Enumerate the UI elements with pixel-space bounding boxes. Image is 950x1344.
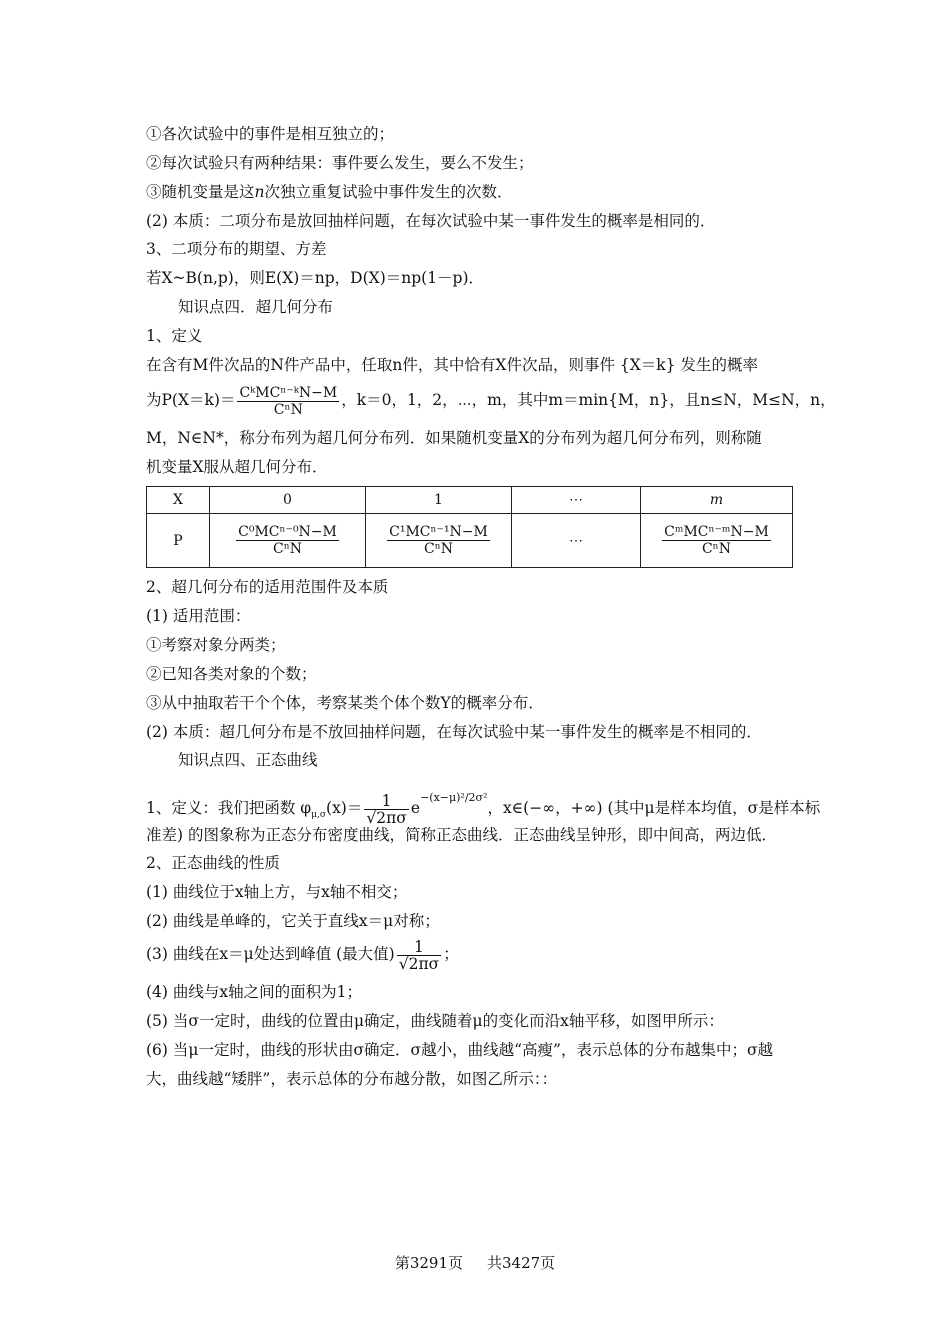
text-line: ①考察对象分两类； — [146, 636, 286, 654]
text-line: ①各次试验中的事件是相互独立的； — [146, 125, 395, 143]
text-line: 机变量X服从超几何分布． — [146, 458, 328, 476]
text-line: 若X~B(n,p)，则E(X)＝np，D(X)＝np(1－p)． — [146, 269, 485, 287]
table-cell: $\frac{\text{CᵐMCⁿ⁻ᵐN−M}}{\text{CⁿN}}$ — [641, 514, 793, 568]
text-line: 在含有M件次品的N件产品中，任取n件，其中恰有X件次品，则事件 {X＝k} 发生的概率 — [146, 356, 758, 374]
text-line: (2) 本质：二项分布是放回抽样问题，在每次试验中某一事件发生的概率是相同的． — [146, 212, 716, 230]
page-total: 共3427页 — [487, 1254, 556, 1272]
table-cell: P — [147, 514, 210, 568]
text-line: (5) 当σ一定时，曲线的位置由μ确定，曲线随着μ的变化而沿x轴平移，如图甲所示： — [146, 1012, 724, 1030]
text-line: (4) 曲线与x轴之间的面积为1； — [146, 983, 362, 1001]
table-cell: X — [147, 487, 210, 514]
text-line: (2) 曲线是单峰的，它关于直线x＝μ对称； — [146, 912, 440, 930]
text-line: 1、定义：我们把函数 $\varphi_{\mu,\sigma}(x)=$ $\frac{1}{√2\pi\sigma}$ $e^{-(x-\mu)^2/2\sigma^2}$，x∈(−∞，+∞) (其中μ是样本均值，σ是样本标 — [146, 791, 821, 827]
normal-density-fraction: $\frac{1}{√2\pi\sigma}$ — [366, 791, 407, 827]
text-line: 大，曲线越“矮胖”，表示总体的分布越分散，如图乙所示：： — [146, 1070, 558, 1088]
hypergeometric-formula: $\frac{\text{CᵏMCⁿ⁻ᵏN−M}}{\text{CⁿN}}$ — [239, 384, 338, 418]
table-cell: 1 — [366, 487, 512, 514]
text-line: (3) 曲线在x＝μ处达到峰值 (最大值) $\frac{1}{√2\pi\sigma}$ ； — [146, 937, 459, 973]
table-cell: $\frac{\text{C¹MCⁿ⁻¹N−M}}{\text{CⁿN}}$ — [366, 514, 512, 568]
section-heading: 3、二项分布的期望、方差 — [146, 240, 327, 258]
table-row — [147, 487, 793, 514]
table-cell: 0 — [210, 487, 366, 514]
text-line: 为P(X＝k)＝ $\frac{\text{CᵏMCⁿ⁻ᵏN−M}}{\text{CⁿN}}$ ，k＝0，1，2，⋯，m，其中m＝min{M，n}，且n≤N，M≤N，n， — [146, 384, 836, 418]
text-line: (2) 本质：超几何分布是不放回抽样问题，在每次试验中某一事件发生的概率是不相同的． — [146, 723, 762, 741]
section-heading: 知识点四．超几何分布 — [178, 298, 334, 316]
text-line: ②已知各类对象的个数； — [146, 665, 317, 683]
table-cell: ⋯ — [512, 514, 641, 568]
text-line: ③随机变量是这n次独立重复试验中事件发生的次数． — [146, 183, 513, 201]
distribution-table — [146, 486, 793, 568]
text-line: ③从中抽取若干个个体，考察某类个体个数Y的概率分布． — [146, 694, 544, 712]
table-row — [147, 514, 793, 568]
page-number: 第3291页 — [394, 1254, 463, 1272]
table-cell: $\frac{\text{C⁰MCⁿ⁻⁰N−M}}{\text{CⁿN}}$ — [210, 514, 366, 568]
section-heading: 知识点四、正态曲线 — [178, 751, 318, 769]
section-heading: 2、超几何分布的适用范围件及本质 — [146, 578, 389, 596]
section-heading: 2、正态曲线的性质 — [146, 854, 280, 872]
section-heading: 1、定义 — [146, 327, 203, 345]
text-line: M，N∈N*，称分布列为超几何分布列．如果随机变量X的分布列为超几何分布列，则称随 — [146, 429, 762, 447]
page-footer — [0, 1252, 950, 1273]
text-line: 准差) 的图象称为正态分布密度曲线，简称正态曲线．正态曲线呈钟形，即中间高，两边低． — [146, 826, 777, 844]
text-line: (1) 适用范围： — [146, 607, 251, 625]
text-line: (1) 曲线位于x轴上方，与x轴不相交； — [146, 883, 408, 901]
text-line: ②每次试验只有两种结果：事件要么发生，要么不发生； — [146, 154, 534, 172]
peak-value-fraction: $\frac{1}{√2\pi\sigma}$ — [398, 937, 440, 973]
table-cell: ⋯ — [512, 487, 641, 514]
table-cell: m — [641, 487, 793, 514]
text-line: (6) 当μ一定时，曲线的形状由σ确定．σ越小，曲线越“高瘦”，表示总体的分布越集中；σ越 — [146, 1041, 774, 1059]
